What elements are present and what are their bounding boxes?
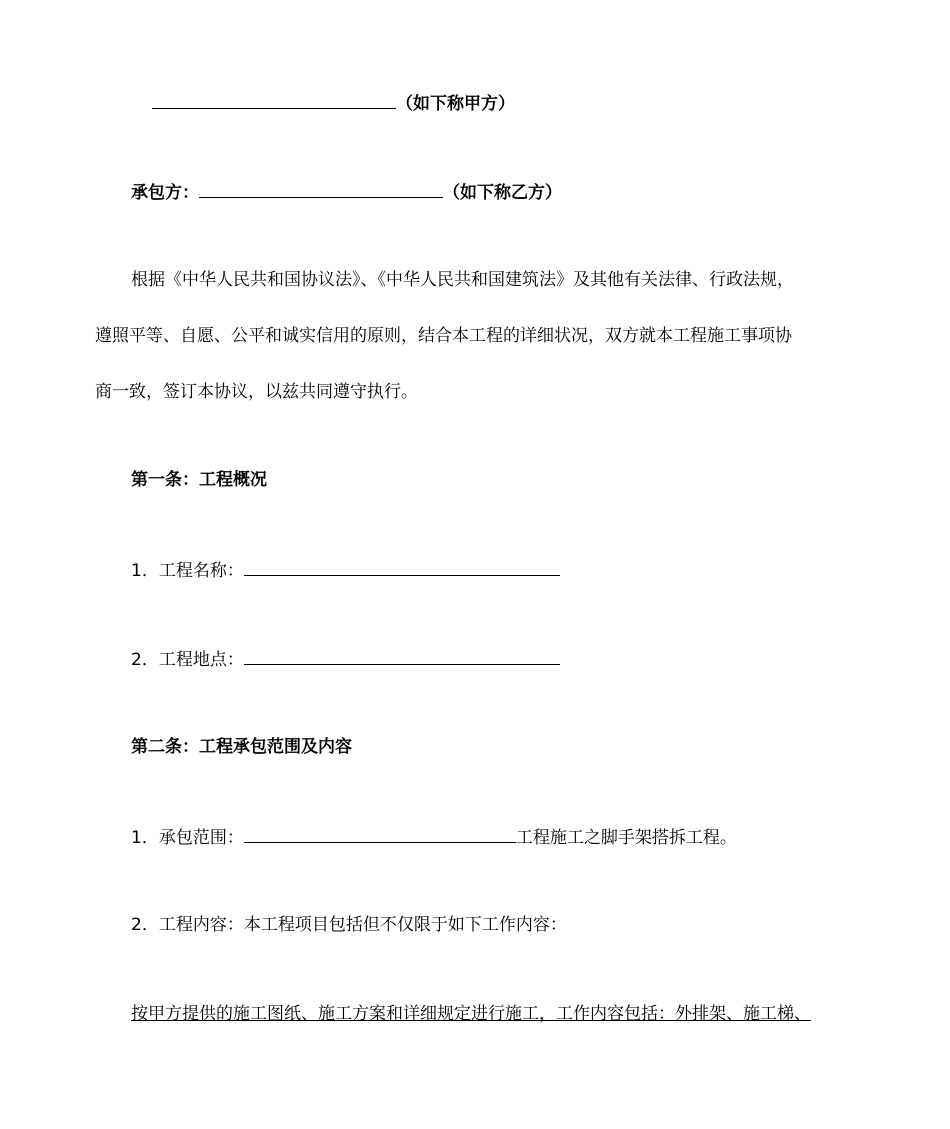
contract-scope-label: 1．承包范围：: [131, 828, 244, 848]
project-location-line: [131, 646, 560, 672]
party-b-suffix: （如下称乙方）: [443, 183, 562, 203]
scope-description: 按甲方提供的施工图纸、施工方案和详细规定进行施工，工作内容包括：外排架、施工梯、: [131, 1004, 811, 1024]
party-a-name-blank[interactable]: [152, 90, 396, 109]
party-b-name-blank[interactable]: [199, 179, 443, 198]
party-b-label: 承包方：: [131, 183, 199, 203]
article-1-title: 第一条：工程概况: [131, 470, 267, 490]
preamble-line-3: 商一致，签订本协议，以兹共同遵守执行。: [95, 382, 418, 402]
contract-scope-suffix: 工程施工之脚手架搭拆工程。: [515, 828, 737, 848]
party-b-line: [131, 179, 562, 205]
project-location-label: 2．工程地点：: [131, 650, 244, 670]
contract-scope-line: [131, 824, 737, 850]
party-a-suffix: （如下称甲方）: [396, 94, 515, 114]
preamble-line-2: 遵照平等、自愿、公平和诚实信用的原则，结合本工程的详细状况，双方就本工程施工事项协: [95, 326, 792, 346]
project-content-line: 2．工程内容：本工程项目包括但不仅限于如下工作内容：: [131, 915, 567, 935]
project-name-label: 1．工程名称：: [131, 561, 244, 581]
project-name-blank[interactable]: [244, 557, 560, 576]
party-a-line: [152, 90, 515, 116]
project-name-line: [131, 557, 560, 583]
preamble-line-1: 根据《中华人民共和国协议法》、《中华人民共和国建筑法》及其他有关法律、行政法规，: [131, 270, 794, 290]
article-2-title: 第二条：工程承包范围及内容: [131, 737, 352, 757]
contract-scope-blank[interactable]: [244, 824, 516, 843]
project-location-blank[interactable]: [244, 646, 560, 665]
